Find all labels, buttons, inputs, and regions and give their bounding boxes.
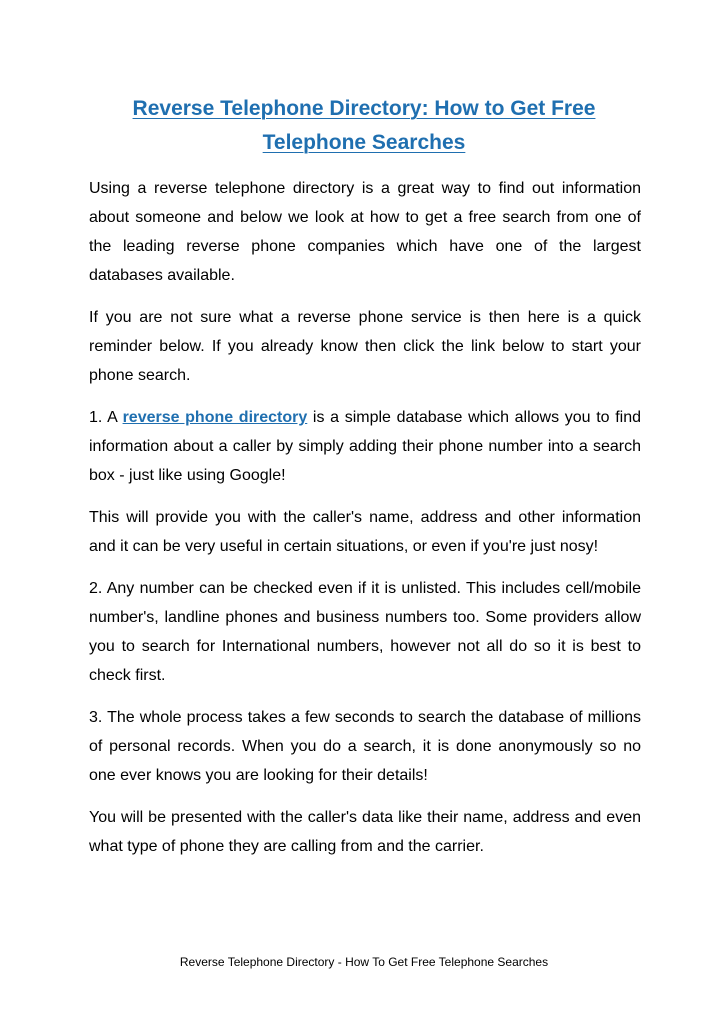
- page-title: Reverse Telephone Directory: How to Get Free Telephone Searches: [132, 97, 596, 154]
- reverse-phone-directory-link[interactable]: reverse phone directory: [122, 409, 308, 426]
- paragraph-caller-data: You will be presented with the caller's data like their name, address and even what type of phone they are calling from and the carrier.: [89, 809, 641, 855]
- paragraph-point-3: 3. The whole process takes a few seconds to search the database of millions of personal records. When you do a search, it is done anonymously so no one ever knows you are looking for their details!: [89, 709, 641, 784]
- paragraph-caller-info: This will provide you with the caller's name, address and other information and it can be very useful in certain situations, or even if you're just nosy!: [89, 509, 641, 555]
- paragraph-point-2: 2. Any number can be checked even if it is unlisted. This includes cell/mobile number's, landline phones and business numbers too. Some providers allow you to search for International numbers, however not all do so it is best to check first.: [89, 580, 641, 684]
- paragraph-reminder: If you are not sure what a reverse phone service is then here is a quick reminder below. If you already know then click the link below to start your phone search.: [89, 309, 641, 384]
- paragraph-point-1-suffix: is a simple database which allows you to find information about a caller by simply adding their phone number into a search box - just like using Google!: [89, 409, 641, 484]
- document-body: [89, 174, 641, 874]
- paragraph-point-1: [89, 403, 641, 490]
- paragraph-intro: Using a reverse telephone directory is a great way to find out information about someone and below we look at how to get a free search from one of the leading reverse phone companies which have one of the largest databases available.: [89, 180, 641, 284]
- paragraph-point-1-prefix: 1. A: [89, 409, 123, 426]
- page-footer: Reverse Telephone Directory - How To Get Free Telephone Searches: [179, 955, 549, 969]
